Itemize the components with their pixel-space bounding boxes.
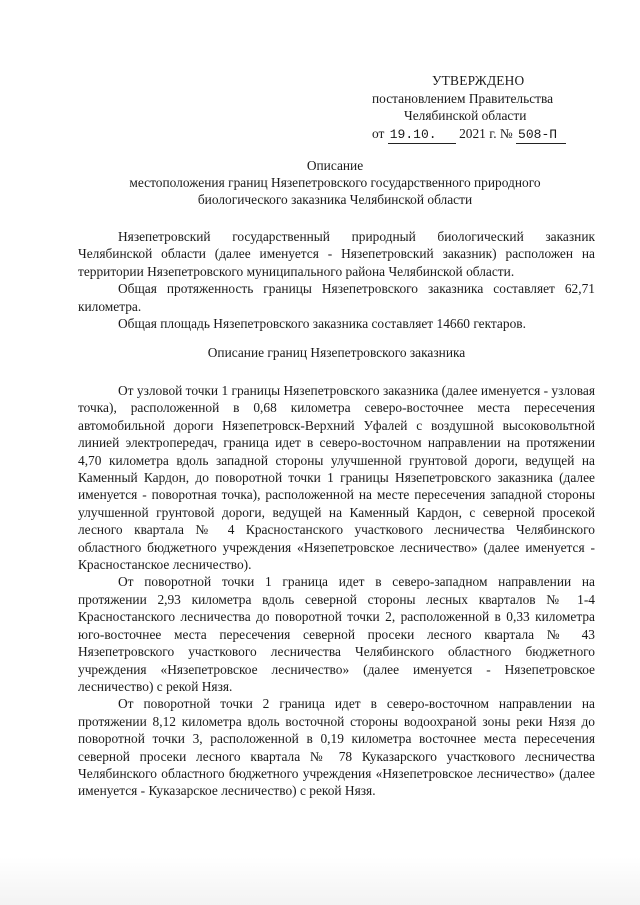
title-line-2: биологического заказника Челябинской области — [197, 192, 473, 207]
intro-paragraph: Общая площадь Нязепетровского заказника составляет 14660 гектаров. — [118, 316, 526, 332]
approval-title: УТВЕРЖДЕНО — [432, 73, 525, 88]
approval-resolution-line: постановлением Правительства — [372, 90, 554, 106]
handwritten-date: 19.10. — [388, 126, 456, 145]
approval-region-line: Челябинской области — [404, 108, 527, 123]
date-prefix: от — [372, 125, 385, 141]
intro-paragraph: Общая протяженность границы Нязепетровского заказника составляет 62,71 километра. — [78, 281, 595, 314]
handwritten-number: 508-П — [516, 126, 566, 145]
page-bottom-edge — [0, 857, 640, 905]
title-line-1: местоположения границ Нязепетровского государственного природного — [129, 175, 541, 190]
boundary-description — [78, 382, 595, 800]
intro-paragraph: Нязепетровский государственный природный биологический заказник Челябинской области (далее именуется - Нязепетровский заказник) расположен на территории Нязепетровского муниципального района Челябинской области. — [78, 229, 595, 279]
approval-date-line — [372, 125, 582, 145]
description-paragraph: От поворотной точки 1 граница идет в северо-западном направлении на протяжении 2,93 километра вдоль северной стороны лесных кварталов № 1-4 Красностанского лесничества до поворотной точки 2, расположенной в 0,33 километра юго-восточнее места пересечения северной просеки лесного квартала № 43 Нязепетровского участкового лесничества Челябинского областного бюджетного учреждения «Нязепетровское лесничество» (далее именуется - Нязепетровское лесничество) с рекой Нязя. — [78, 574, 595, 694]
section-heading: Описание границ Нязепетровского заказника — [207, 345, 466, 360]
intro-section — [78, 228, 595, 332]
document-title — [60, 157, 610, 208]
description-paragraph: От поворотной точки 2 граница идет в северо-восточном направлении на протяжении 8,12 километра вдоль восточной стороны водоохраной зоны реки Нязя до поворотной точки 3, расположенной в 0,19 километра восточнее места пересечения северной просеки лесного квартала № 78 Куказарского участкового лесничества Челябинского областного бюджетного учреждения «Нязепетровское лесничество» (далее именуется - Куказарское лесничество) с рекой Нязя. — [78, 696, 595, 799]
title-heading: Описание — [306, 158, 364, 173]
year-number-label: 2021 г. № — [459, 125, 513, 141]
approval-stamp — [372, 72, 582, 144]
description-paragraph: От узловой точки 1 границы Нязепетровского заказника (далее именуется - узловая точка), расположенной в 0,68 километра северо-восточнее места пересечения автомобильной дороги Нязепетровск-Верхний Уфалей с воздушной высоковольтной линией электропередач, граница идет в северо-восточном направлении на протяжении 4,70 километра вдоль западной стороны улучшенной грунтовой дороги, ведущей на Каменный Кардон, до поворотной точки 1 границы Нязепетровского заказника (далее именуется - поворотная точка), расположенной на месте пересечения западной стороны улучшенной грунтовой дороги, ведущей на Каменный Кардон, с северной просекой лесного квартала № 4 Красностанского участкового лесничества Челябинского областного бюджетного учреждения «Нязепетровское лесничество» (далее именуется - Красностанское лесничество). — [78, 383, 595, 573]
